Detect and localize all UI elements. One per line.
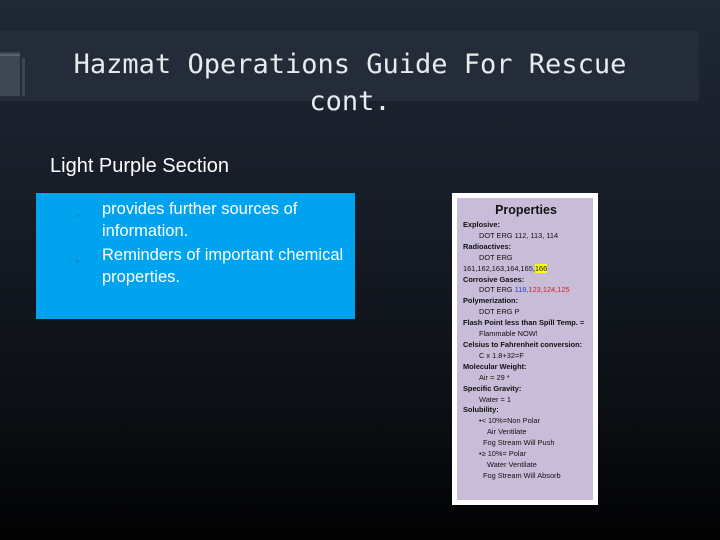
celsius-label: Celsius to Fahrenheit conversion: [463,339,583,349]
polar-line: •≥ 10%= Polar [479,449,527,459]
radioactives-codes [463,264,589,275]
section-subheading: Light Purple Section [50,155,230,177]
radioactives-label: Radioactives: [463,241,512,251]
flash-point-label: Flash Point less than Spill Temp. = [463,318,585,328]
properties-card [457,198,593,500]
properties-title: Properties [495,203,557,217]
polar-action: Fog Stream Will Absorb [483,470,561,480]
corrosive-prefix: DOT ERG [479,285,513,295]
specific-gravity-value: Water = 1 [479,394,511,404]
explosive-label: Explosive: [463,220,500,229]
molecular-weight-label: Molecular Weight: [463,361,527,371]
square-bullet-icon: ▫ [76,210,80,220]
polar-action: Water Ventilate [487,459,537,469]
slide-title-line2: cont. [309,86,391,117]
radioactives-highlight: 166 [534,263,548,273]
bullet-box [36,193,355,319]
square-bullet-icon: ▫ [76,256,80,266]
nonpolar-action: Fog Stream Will Push [483,438,555,448]
bullet-text: provides further sources of information. [102,200,298,240]
radioactives-sub: DOT ERG [479,252,513,262]
polymerization-label: Polymerization: [463,296,519,306]
nonpolar-line: •< 10%=Non Polar [479,416,540,426]
celsius-value: C x 1.8+32=F [479,350,524,360]
corrosive-red-codes: 123,124,125 [528,285,570,295]
flash-point-value: Flammable NOW! [479,329,538,339]
nonpolar-action: Air Ventilate [487,427,527,437]
corrosive-value [463,285,589,296]
properties-card-image [452,193,598,505]
slide-title-line1: Hazmat Operations Guide For Rescue [73,49,627,80]
bullet-item [76,198,355,242]
molecular-weight-value: Air = 29 * [479,372,510,382]
polymerization-value: DOT ERG P [479,307,520,317]
specific-gravity-label: Specific Gravity: [463,383,522,393]
corrosive-blue-code: 118, [514,285,529,295]
corrosive-label: Corrosive Gases: [463,274,525,284]
bullet-list [36,193,355,288]
bullet-text: Reminders of important chemical properties. [102,246,344,286]
bullet-item [76,244,355,288]
slide-title [40,46,660,120]
explosive-value: DOT ERG 112, 113, 114 [479,230,559,240]
solubility-label: Solubility: [463,405,499,415]
radioactives-codes-text: 161,162,163,164,165, [463,263,535,273]
